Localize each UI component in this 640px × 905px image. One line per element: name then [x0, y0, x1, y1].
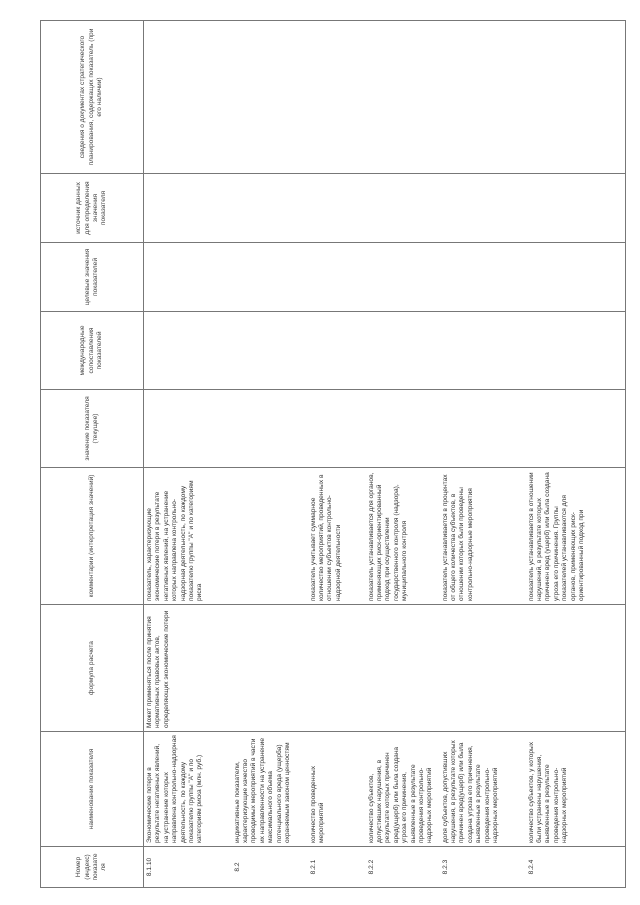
- row-number: 8.2.3: [440, 847, 526, 888]
- row-sources: [366, 174, 440, 243]
- row-international: [232, 312, 308, 390]
- row-comments: показатель устанавливается для органов, применяющих риск-ориентированный подход при осуществлении государственного контроля (надзора), муниципального контроля: [366, 468, 440, 605]
- table-row: [526, 21, 626, 888]
- row-comments: показатель устанавливается в отношении нарушений, в результате которых причинен вред (ущерб) или была создана угроза его причинения. Группы показателей устанавливаются для органов, применяющих риск-ориентированный подход при: [526, 468, 626, 605]
- row-name: доля субъектов, допустивших нарушения, в результате которых причинен вред(ущерб) или была создана угроза его причинения, выявленные в результате проведения контрольно-надзорных мероприятий: [440, 732, 526, 847]
- row-sources: [232, 174, 308, 243]
- row-formula: Может применяться после принятия нормативных правовых актов, определяющих экономические потери: [144, 605, 232, 732]
- row-sources: [526, 174, 626, 243]
- row-value: [366, 390, 440, 468]
- row-name: количество проведенных мероприятий: [308, 732, 366, 847]
- table-row: [144, 21, 232, 888]
- row-number: 8.2.1: [308, 847, 366, 888]
- row-target: [144, 243, 232, 312]
- row-value: [144, 390, 232, 468]
- row-value: [440, 390, 526, 468]
- row-comments: показатель, характеризующие экономические потери в результате негативных явлений, на устранение которых направлена контрольно-надзорная деятельность, по каждому показателю группы "А" и по категориям риска: [144, 468, 232, 605]
- header-name: наименование показателя: [41, 732, 144, 847]
- row-formula: [440, 605, 526, 732]
- row-strategic: [440, 21, 526, 174]
- table-header-row: [41, 21, 144, 888]
- rotated-table-container: [40, 20, 626, 888]
- row-sources: [440, 174, 526, 243]
- row-name: количество субъектов, допустивших нарушения, в результате которых причинен вред(ущерб) или была создана угроза его причинения, выявленные в результате проведения контрольно-надзорных мероприятий: [366, 732, 440, 847]
- row-name: индикативные показатели, характеризующие качество проводимых мероприятий в части их направленности на устранение максимального объема потенциального вреда (ущерба) охраняемым законом ценностям: [232, 732, 308, 847]
- header-international: международные сопоставления показателей: [41, 312, 144, 390]
- row-comments: показатель учитывает суммарное количество мероприятий, проведенных в отношении субъектов контрольно-надзорной деятельности: [308, 468, 366, 605]
- row-strategic: [308, 21, 366, 174]
- row-value: [232, 390, 308, 468]
- row-target: [232, 243, 308, 312]
- row-number: 8.2.4: [526, 847, 626, 888]
- row-international: [526, 312, 626, 390]
- row-sources: [308, 174, 366, 243]
- row-strategic: [526, 21, 626, 174]
- header-formula: формула расчета: [41, 605, 144, 732]
- table-row: [366, 21, 440, 888]
- row-target: [440, 243, 526, 312]
- row-formula: [366, 605, 440, 732]
- row-value: [526, 390, 626, 468]
- header-strategic: сведения о документах стратегического планирования, содержащих показатель (при его наличии): [41, 21, 144, 174]
- header-target: целевые значения показателей: [41, 243, 144, 312]
- row-value: [308, 390, 366, 468]
- row-target: [366, 243, 440, 312]
- row-sources: [144, 174, 232, 243]
- row-formula: [232, 605, 308, 732]
- header-sources: источник данных для определения значения показателя: [41, 174, 144, 243]
- row-target: [526, 243, 626, 312]
- row-international: [440, 312, 526, 390]
- row-formula: [308, 605, 366, 732]
- table-row: [440, 21, 526, 888]
- row-strategic: [366, 21, 440, 174]
- row-number: 8.2.2: [366, 847, 440, 888]
- row-name: количество субъектов, у которых были устранены нарушения, выявленные в результате проведения контрольно-надзорных мероприятий: [526, 732, 626, 847]
- row-international: [366, 312, 440, 390]
- row-strategic: [232, 21, 308, 174]
- table-row: [232, 21, 308, 888]
- row-comments: показатель устанавливается в процентах от общего количества субъектов, в отношении которых были проведены контрольно-надзорные мероприятия: [440, 468, 526, 605]
- row-number: 8.1.10: [144, 847, 232, 888]
- table-row: [308, 21, 366, 888]
- row-international: [144, 312, 232, 390]
- header-number: Номер (индекс) показате ля: [41, 847, 144, 888]
- row-formula: [526, 605, 626, 732]
- row-number: 8.2: [232, 847, 308, 888]
- header-value: значение показателя (текущее): [41, 390, 144, 468]
- row-international: [308, 312, 366, 390]
- indicators-table: [40, 20, 626, 888]
- row-target: [308, 243, 366, 312]
- row-comments: [232, 468, 308, 605]
- header-comments: комментарии (интерпретация значений): [41, 468, 144, 605]
- row-strategic: [144, 21, 232, 174]
- row-name: Экономические потери в результате негативных явлений, на устранение которых направлена контрольно-надзорная деятельность, по каждому показателю группы "А" и по категориям риска (млн. руб.): [144, 732, 232, 847]
